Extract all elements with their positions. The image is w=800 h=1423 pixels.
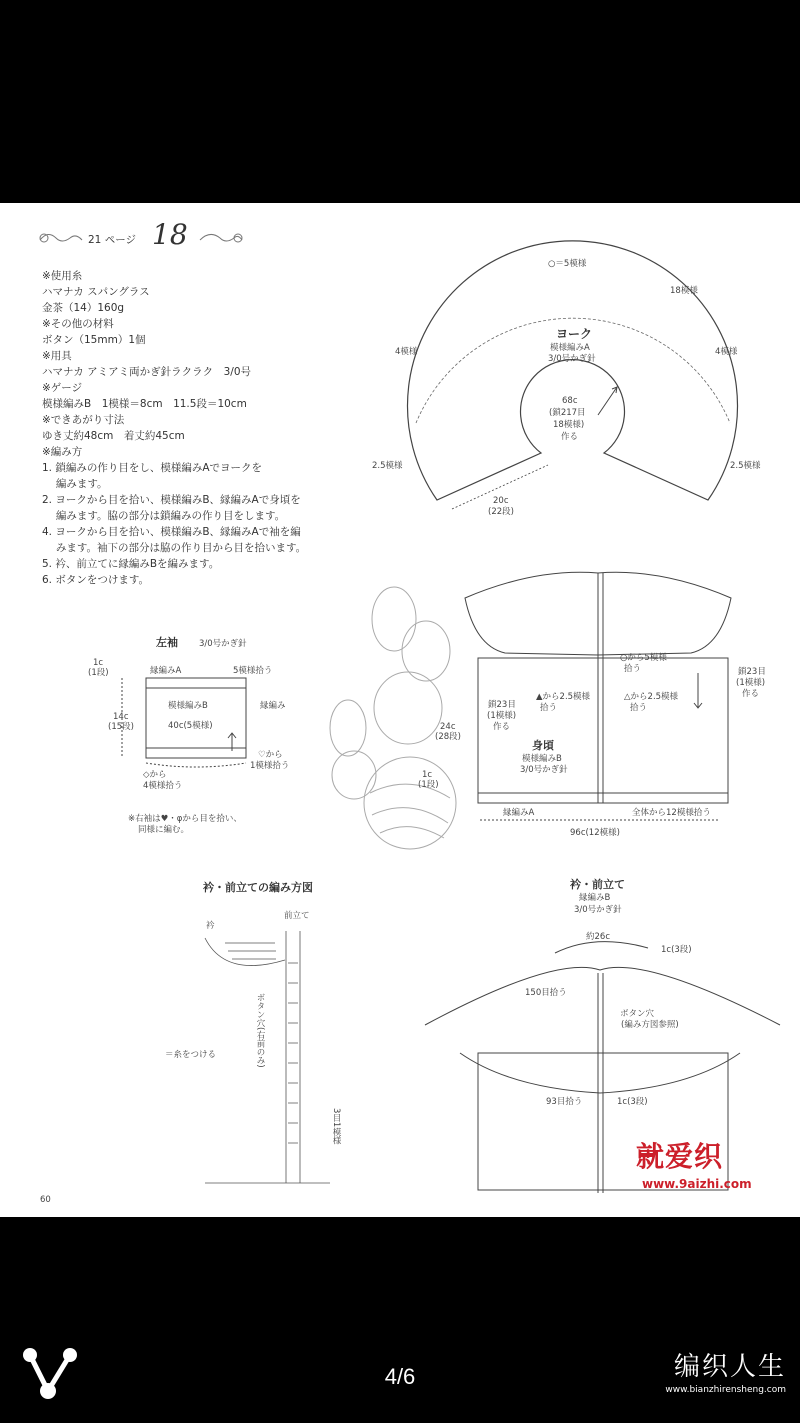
viewer-brand xyxy=(665,1346,786,1395)
materials-heading-tools: ※用具 xyxy=(42,350,72,362)
yoke-inner-repeat: 18模様) xyxy=(553,420,585,430)
collar-hook: 3/0号かぎ針 xyxy=(574,905,622,915)
yoke-inner-make: 作る xyxy=(561,432,579,442)
sleeve-height: 14c xyxy=(113,712,129,722)
sleeve-rows-top: 1c xyxy=(93,658,104,668)
body-edge-rows-n: (1段) xyxy=(418,780,439,790)
sleeve-width: 40c(5模様) xyxy=(168,721,213,731)
collar-front-diagram xyxy=(425,942,780,1193)
body-title: 身頃 xyxy=(532,739,554,752)
body-pick-tri-right-2: 拾う xyxy=(630,703,648,713)
page-reference: 21 ページ xyxy=(88,234,136,246)
instruction-line: 1. 鎖編みの作り目をし、模様編みAでヨークを xyxy=(42,462,263,474)
body-height: 24c xyxy=(440,722,456,732)
sleeve-pick-heart: ♡から xyxy=(258,750,283,760)
watermark-logo: 就爱织 xyxy=(636,1140,724,1173)
collar-stitch-chart xyxy=(205,931,330,1183)
yoke-inner-size: 68c xyxy=(562,396,578,406)
collar-chart-repeat: 3目1模様 xyxy=(331,1108,341,1145)
collar-pick-150: 150目拾う xyxy=(525,988,567,998)
body-pick-tri-left: ▲から2.5模様 xyxy=(536,692,591,702)
sleeve-edge-label: 縁編み xyxy=(260,701,286,711)
instruction-line: 6. ボタンをつけます。 xyxy=(42,574,150,586)
watermark-url: www.9aizhi.com xyxy=(642,1177,752,1191)
instruction-line: 編みます。脇の部分は鎖編みの作り目をします。 xyxy=(42,510,286,522)
materials-heading-size: ※できあがり寸法 xyxy=(42,414,125,426)
yoke-left-count: 4模様 xyxy=(395,347,418,357)
body-chain-right-3: 作る xyxy=(742,689,760,699)
body-pick-circle-2: 拾う xyxy=(624,664,642,674)
page-counter: 4/6 xyxy=(384,1364,416,1389)
yoke-depth: 20c xyxy=(493,496,509,506)
collar-chart-front: 前立て xyxy=(284,911,310,921)
body-edge-a: 縁編みA xyxy=(503,808,535,818)
materials-heading-other: ※その他の材料 xyxy=(42,318,114,330)
body-height-rows: (28段) xyxy=(435,732,461,742)
material-line: ゆき丈約48cm 着丈約45cm xyxy=(42,430,185,442)
body-pick-tri-right: △から2.5模様 xyxy=(624,692,679,702)
materials-heading-method: ※編み方 xyxy=(42,446,83,458)
body-edge-rows: 1c xyxy=(422,770,433,780)
cactus-decoration xyxy=(330,587,456,849)
ornament-right xyxy=(200,234,242,242)
collar-width: 約26c xyxy=(586,932,610,942)
collar-buttonhole-2: (編み方図参照) xyxy=(621,1020,679,1030)
materials-heading-gauge: ※ゲージ xyxy=(42,382,83,394)
brand-name: 编织人生 xyxy=(673,1352,786,1382)
yoke-hook: 3/0号かぎ針 xyxy=(548,354,596,364)
collar-pattern: 縁編みB xyxy=(579,893,611,903)
body-chain-left: 鎖23目 xyxy=(488,700,516,710)
body-pattern: 模様編みB xyxy=(522,754,562,764)
material-line: ハマナカ アミアミ両かぎ針ラクラク 3/0号 xyxy=(42,366,252,378)
material-line: ボタン（15mm）1個 xyxy=(42,334,146,346)
yoke-right-bottom: 2.5模様 xyxy=(730,461,761,471)
instruction-line: 4. ヨークから目を拾い、模様編みB、縁編みAで袖を編 xyxy=(42,526,301,538)
collar-rows-2: 1c(3段) xyxy=(617,1097,648,1107)
sleeve-pick-diamond: ◇から xyxy=(143,770,167,780)
materials-heading-yarn: ※使用糸 xyxy=(42,270,83,282)
instruction-line: 2. ヨークから目を拾い、模様編みB、縁編みAで身頃を xyxy=(42,494,301,506)
sleeve-pattern-b: 模様編みB xyxy=(168,701,208,711)
instruction-line: 5. 衿、前立てに縁編みBを編みます。 xyxy=(42,558,220,570)
body-chain-right-2: (1模様) xyxy=(736,678,766,688)
material-line: 金茶（14）160g xyxy=(42,302,125,314)
yoke-pattern: 模様編みA xyxy=(550,343,590,353)
body-pick-tri-left-2: 拾う xyxy=(540,703,558,713)
material-line: 模様編みB 1模様＝8cm 11.5段＝10cm xyxy=(42,398,247,410)
brand-url: www.bianzhirensheng.com xyxy=(665,1385,786,1395)
yoke-depth-rows: (22段) xyxy=(488,507,514,517)
instruction-line: 編みます。 xyxy=(42,478,108,490)
sleeve-pick-heart-n: 1模様拾う xyxy=(250,761,290,771)
sleeve-note-1: ※右袖は♥・φから目を拾い、 xyxy=(128,814,242,824)
collar-title: 衿・前立て xyxy=(570,878,625,891)
page-number: 60 xyxy=(40,1195,51,1205)
collar-chart-buttonhole: ボタン穴(右前のみ) xyxy=(255,993,265,1068)
yoke-diagram xyxy=(407,241,737,509)
sleeve-pick-top: 5模様拾う xyxy=(233,666,273,676)
collar-chart-collar: 衿 xyxy=(206,921,215,931)
body-pick-circle: ○から5模様 xyxy=(620,653,667,663)
sleeve-pick-diamond-n: 4模様拾う xyxy=(143,781,183,791)
sleeve-rows-top-n: (1段) xyxy=(88,668,109,678)
collar-buttonhole: ボタン穴 xyxy=(620,1009,655,1019)
sleeve-note-2: 同様に編む。 xyxy=(138,825,190,835)
body-chain-left-2: (1模様) xyxy=(487,711,517,721)
yoke-right-count-2: 4模様 xyxy=(715,347,738,357)
yoke-top-label: ○＝5模様 xyxy=(548,259,587,269)
sleeve-height-rows: (15段) xyxy=(108,722,134,732)
yoke-left-bottom: 2.5模様 xyxy=(372,461,403,471)
body-hook: 3/0号かぎ針 xyxy=(520,765,568,775)
collar-rows: 1c(3段) xyxy=(661,945,692,955)
collar-pick-93: 93目拾う xyxy=(546,1097,583,1107)
pattern-page xyxy=(0,203,800,1217)
body-chain-left-3: 作る xyxy=(493,722,511,732)
material-line: ハマナカ スパングラス xyxy=(42,286,150,298)
yoke-title: ヨーク xyxy=(556,327,593,341)
sleeve-title: 左袖 xyxy=(156,636,178,649)
body-width: 96c(12模様) xyxy=(570,828,620,838)
pattern-number: 18 xyxy=(152,218,188,251)
sleeve-edge-a: 縁編みA xyxy=(150,666,182,676)
yoke-right-count: 18模様 xyxy=(670,286,698,296)
collar-chart-thread-end: ＝糸をつける xyxy=(165,1050,217,1060)
ornament-left xyxy=(40,234,82,242)
collar-chart-title: 衿・前立ての編み方図 xyxy=(203,881,313,894)
body-diagram xyxy=(465,572,731,820)
body-pick-all: 全体から12模様拾う xyxy=(632,808,711,818)
sleeve-hook: 3/0号かぎ針 xyxy=(199,639,247,649)
yoke-inner-chain: (鎖217目 xyxy=(549,408,586,418)
instruction-line: みます。袖下の部分は脇の作り目から目を拾います。 xyxy=(42,542,307,554)
body-chain-right: 鎖23目 xyxy=(738,667,766,677)
